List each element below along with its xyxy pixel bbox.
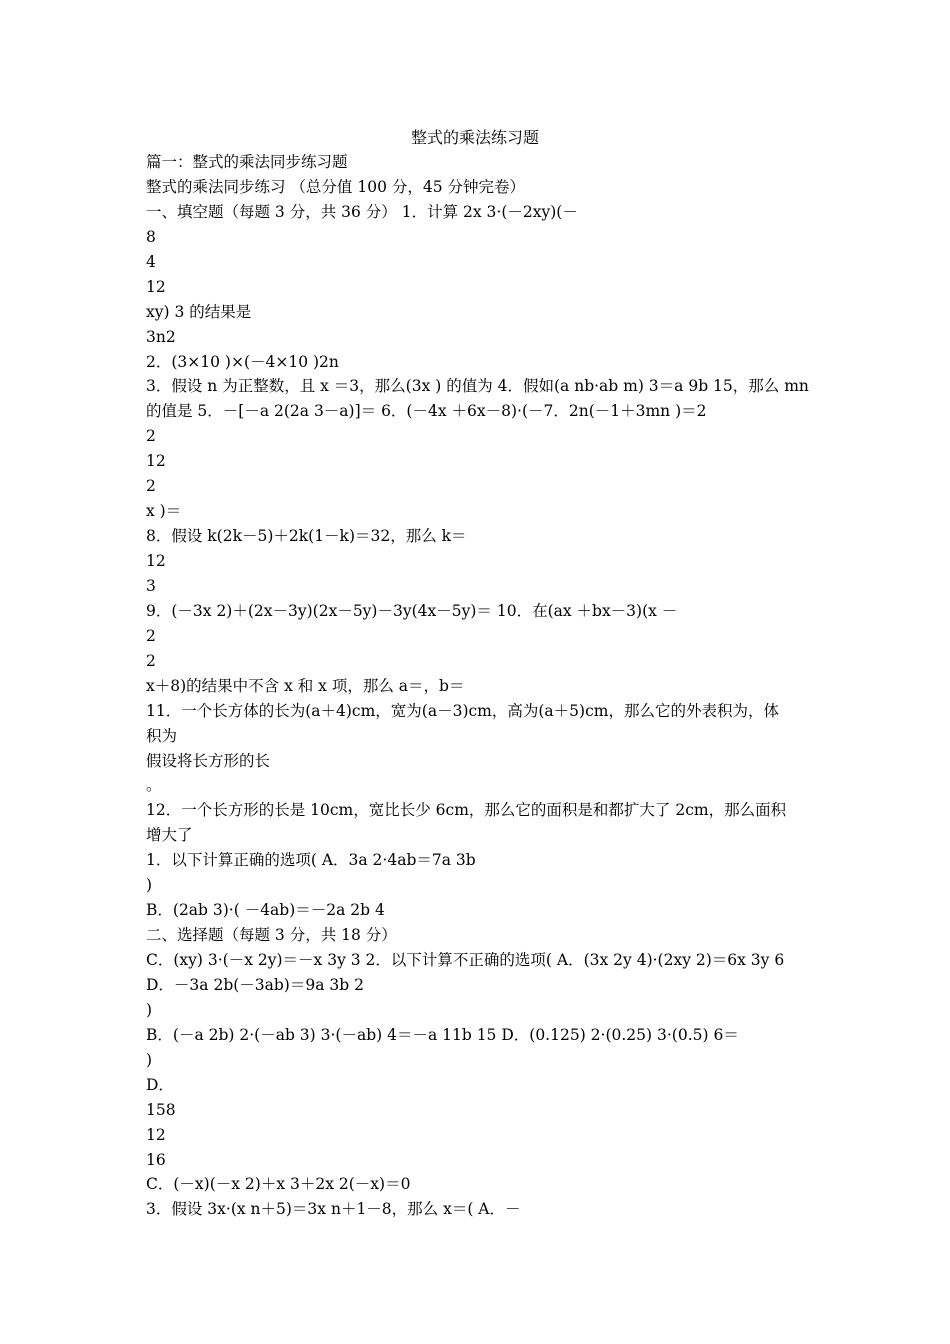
- text-line: 增大了: [146, 826, 193, 845]
- text-line: 3n2: [146, 327, 176, 346]
- text-line: 篇一：整式的乘法同步练习题: [146, 153, 348, 171]
- text-line: x＋8)的结果中不含 x 和 x 项，那么 a＝，b＝: [146, 676, 465, 695]
- document-body: [146, 150, 810, 1222]
- text-line: D．－3a 2b(－3ab)＝9a 3b 2: [146, 975, 364, 994]
- text-line: ): [146, 1000, 153, 1019]
- text-line: xy) 3 的结果是: [146, 302, 252, 321]
- text-line: C．(－x)(－x 2)＋x 3＋2x 2(－x)＝0: [146, 1175, 411, 1194]
- text-line: ): [146, 1050, 153, 1069]
- text-line: B．(－a 2b) 2·(－ab 3) 3·(－ab) 4＝－a 11b 15 D．(0.125) 2·(0.25) 3·(0.5) 6＝: [146, 1025, 739, 1044]
- text-line: D．: [146, 1075, 174, 1094]
- text-line: ): [146, 876, 153, 895]
- text-line: 2: [146, 626, 156, 645]
- text-line: 2: [146, 477, 156, 496]
- text-line: 假设将长方形的长: [146, 751, 271, 770]
- text-line: 。: [146, 776, 162, 795]
- text-line: 的值是 5．－[－a 2(2a 3－a)]＝ 6．(－4x ＋6x－8)·(－7．2n(－1＋3mn )＝2: [146, 402, 707, 421]
- text-line: 8: [146, 227, 156, 246]
- text-line: 12: [146, 452, 166, 471]
- text-line: 12: [146, 552, 166, 570]
- text-line: 2: [146, 651, 156, 670]
- text-line: 二、选择题（每题 3 分，共 18 分）: [146, 926, 397, 945]
- text-line: 9．(－3x 2)＋(2x－3y)(2x－5y)－3y(4x－5y)＝ 10．在(ax ＋bx－3)(x －: [146, 601, 678, 620]
- text-line: 16: [146, 1150, 166, 1169]
- text-line: 8．假设 k(2k－5)＋2k(1－k)＝32，那么 k＝: [146, 527, 467, 546]
- text-line: 158: [146, 1100, 176, 1119]
- text-line: 积为: [146, 726, 178, 745]
- text-line: 3: [146, 576, 156, 595]
- text-line: x )＝: [146, 502, 182, 521]
- text-line: 2: [146, 427, 156, 446]
- text-line: 12: [146, 1125, 166, 1144]
- text-line: B．(2ab 3)·( －4ab)＝－2a 2b 4: [146, 901, 385, 920]
- text-line: 12．一个长方形的长是 10cm，宽比长少 6cm，那么它的面积是和都扩大了 2cm，那么面积: [146, 801, 787, 820]
- text-line: 一、填空题（每题 3 分，共 36 分） 1．计算 2x 3·(－2xy)(－: [146, 202, 578, 221]
- text-line: C．(xy) 3·(－x 2y)＝－x 3y 3 2．以下计算不正确的选项( A．(3x 2y 4)·(2xy 2)＝6x 3y 6: [146, 951, 785, 969]
- text-line: 4: [146, 252, 156, 271]
- text-line: 1．以下计算正确的选项( A．3a 2·4ab＝7a 3b: [146, 851, 476, 870]
- text-line: 11．一个长方体的长为(a＋4)cm，宽为(a－3)cm，高为(a＋5)cm，那么它的外表积为，体: [146, 701, 779, 720]
- document-title: 整式的乘法练习题: [410, 128, 539, 147]
- text-line: 2．(3×10 )×(－4×10 )2n: [146, 352, 339, 371]
- text-line: 3．假设 n 为正整数，且 x ＝3，那么(3x ) 的值为 4．假如(a nb·ab m) 3＝a 9b 15，那么 mn: [146, 377, 809, 396]
- text-line: 整式的乘法同步练习 （总分值 100 分，45 分钟完卷）: [146, 177, 526, 196]
- text-line: 3．假设 3x·(x n＋5)＝3x n＋1－8，那么 x＝( A．－: [146, 1200, 521, 1219]
- text-line: 12: [146, 277, 166, 296]
